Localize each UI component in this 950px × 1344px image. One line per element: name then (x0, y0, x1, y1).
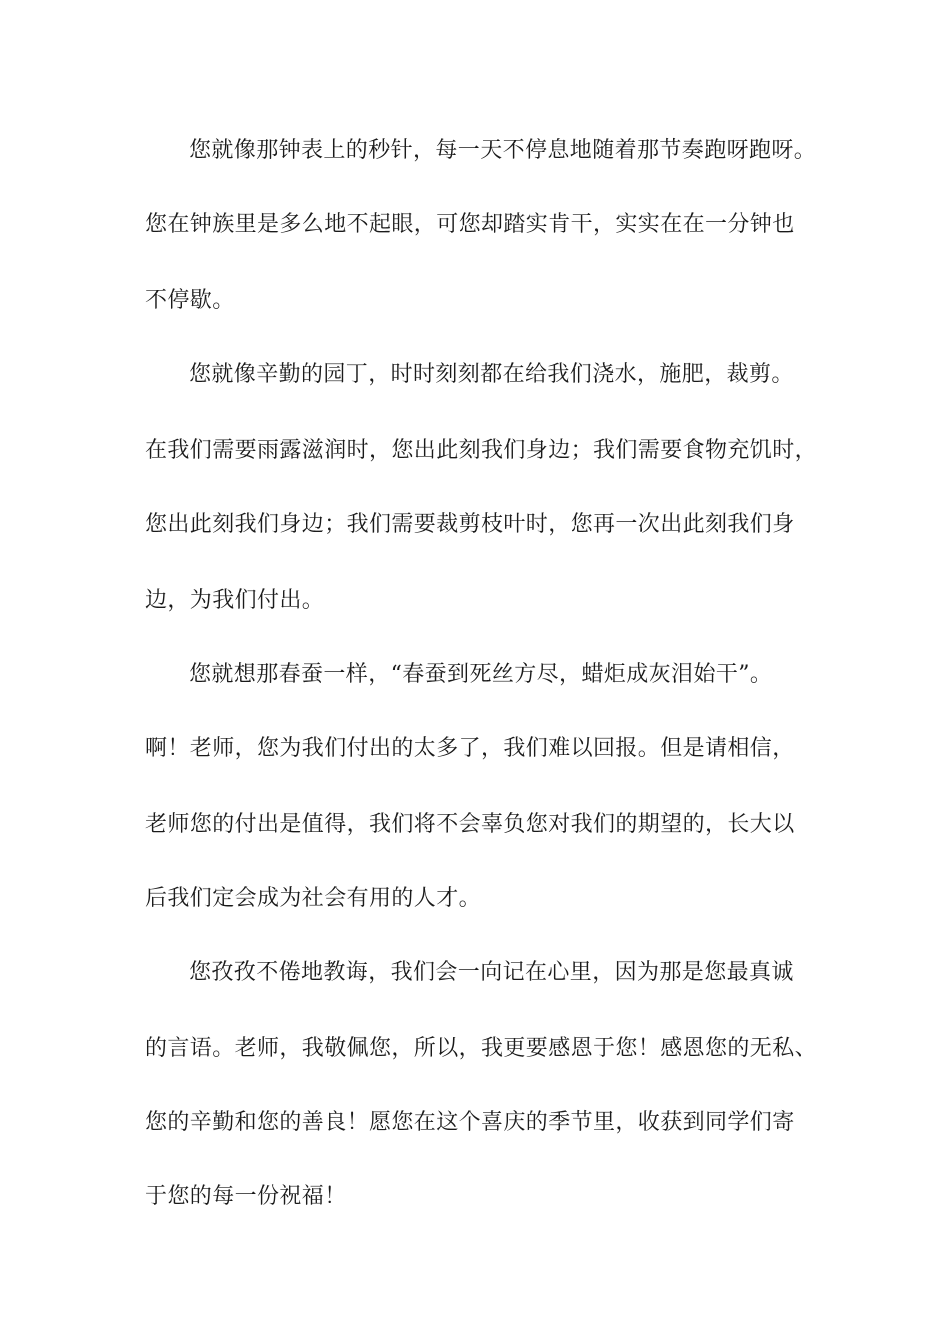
paragraph-1-line-3: 不停歇。 (145, 288, 235, 313)
paragraph-4-line-3: 您的辛勤和您的善良！愿您在这个喜庆的季节里，收获到同学们寄 (145, 1110, 795, 1135)
paragraph-3-line-1: 您就想那春蚕一样，“春蚕到死丝方尽，蜡炬成灰泪始干”。 (189, 662, 773, 687)
paragraph-2-line-2: 在我们需要雨露滋润时，您出此刻我们身边；我们需要食物充饥时， (145, 438, 818, 463)
paragraph-2-line-1: 您就像辛勤的园丁，时时刻刻都在给我们浇水，施肥，裁剪。 (189, 362, 794, 387)
paragraph-2-line-3: 您出此刻我们身边；我们需要裁剪枝叶时，您再一次出此刻我们身 (145, 512, 795, 537)
paragraph-2-line-4: 边，为我们付出。 (145, 588, 325, 613)
paragraph-1-line-1: 您就像那钟表上的秒针，每一天不停息地随着那节奏跑呀跑呀。 (189, 138, 817, 163)
paragraph-4-line-4: 于您的每一份祝福！ (145, 1184, 347, 1209)
paragraph-3-line-4: 后我们定会成为社会有用的人才。 (145, 886, 482, 911)
paragraph-1-line-2: 您在钟族里是多么地不起眼，可您却踏实肯干，实实在在一分钟也 (145, 212, 795, 237)
paragraph-4-line-1: 您孜孜不倦地教诲，我们会一向记在心里，因为那是您最真诚 (189, 960, 794, 985)
paragraph-3-line-3: 老师您的付出是值得，我们将不会辜负您对我们的期望的，长大以 (145, 812, 795, 837)
paragraph-3-line-2: 啊！老师，您为我们付出的太多了，我们难以回报。但是请相信， (145, 736, 795, 761)
paragraph-4-line-2: 的言语。老师，我敬佩您，所以，我更要感恩于您！感恩您的无私、 (145, 1036, 818, 1061)
